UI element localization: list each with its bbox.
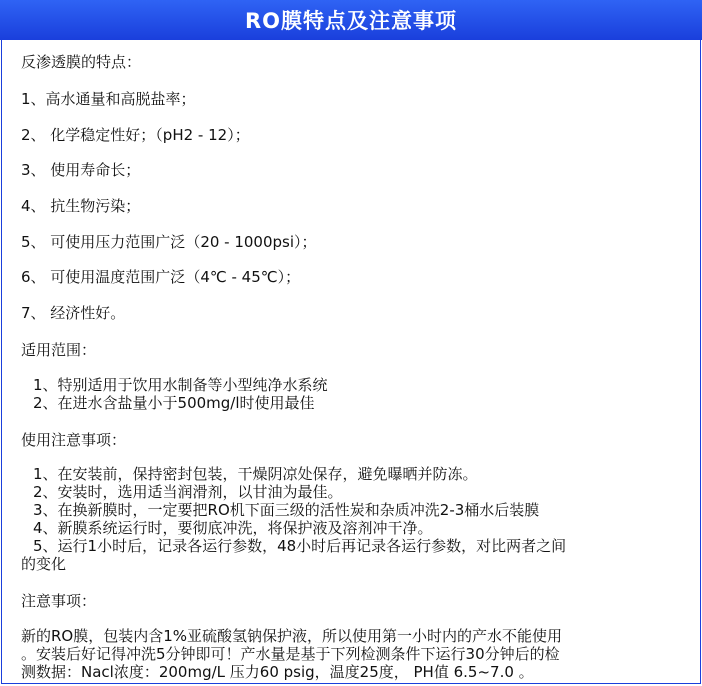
page-title: RO膜特点及注意事项 — [244, 9, 458, 33]
scope-heading: 适用范围： — [21, 341, 97, 359]
notes-line: 新的RO膜，包装内含1%亚硫酸氢钠保护液，所以使用第一小时内的产水不能使用 — [21, 627, 563, 645]
features-heading: 反渗透膜的特点： — [21, 53, 142, 71]
usage-item: 4、新膜系统运行时，要彻底冲洗，将保护液及溶剂冲干净。 — [33, 519, 433, 537]
usage-item: 5、运行1小时后，记录各运行参数，48小时后再记录各运行参数，对比两者之间 — [33, 537, 567, 555]
feature-item: 3、 使用寿命长； — [21, 161, 141, 179]
usage-item: 2、安装时，选用适当润滑剂，以甘油为最佳。 — [33, 483, 343, 501]
notes-heading: 注意事项： — [21, 592, 97, 610]
scope-item: 1、特别适用于饮用水制备等小型纯净水系统 — [33, 376, 328, 394]
usage-item: 1、在安装前，保持密封包装，干燥阴凉处保存，避免曝晒并防冻。 — [33, 465, 478, 483]
notes-line: 测数据：Nacl浓度：200mg/L 压力60 psig，温度25度， PH值 6.5~7.0 。 — [21, 663, 534, 681]
feature-item: 2、 化学稳定性好；（pH2 - 12）； — [21, 126, 250, 144]
usage-item: 3、在换新膜时，一定要把RO机下面三级的活性炭和杂质冲洗2-3桶水后装膜 — [33, 501, 540, 519]
feature-item: 4、 抗生物污染； — [21, 197, 141, 215]
scope-item: 2、在进水含盐量小于500mg/l时使用最佳 — [33, 394, 315, 412]
notes-line: 。安装后好记得冲洗5分钟即可！产水量是基于下列检测条件下运行30分钟后的检 — [21, 645, 560, 663]
title-bar — [0, 0, 702, 40]
usage-heading: 使用注意事项： — [21, 431, 127, 449]
usage-item-continued: 的变化 — [21, 555, 67, 573]
feature-item: 7、 经济性好。 — [21, 304, 126, 322]
feature-item: 5、 可使用压力范围广泛（20 - 1000psi）； — [21, 233, 317, 251]
feature-item: 1、高水通量和高脱盐率； — [21, 90, 196, 108]
feature-item: 6、 可使用温度范围广泛（4℃ - 45℃）； — [21, 268, 301, 286]
